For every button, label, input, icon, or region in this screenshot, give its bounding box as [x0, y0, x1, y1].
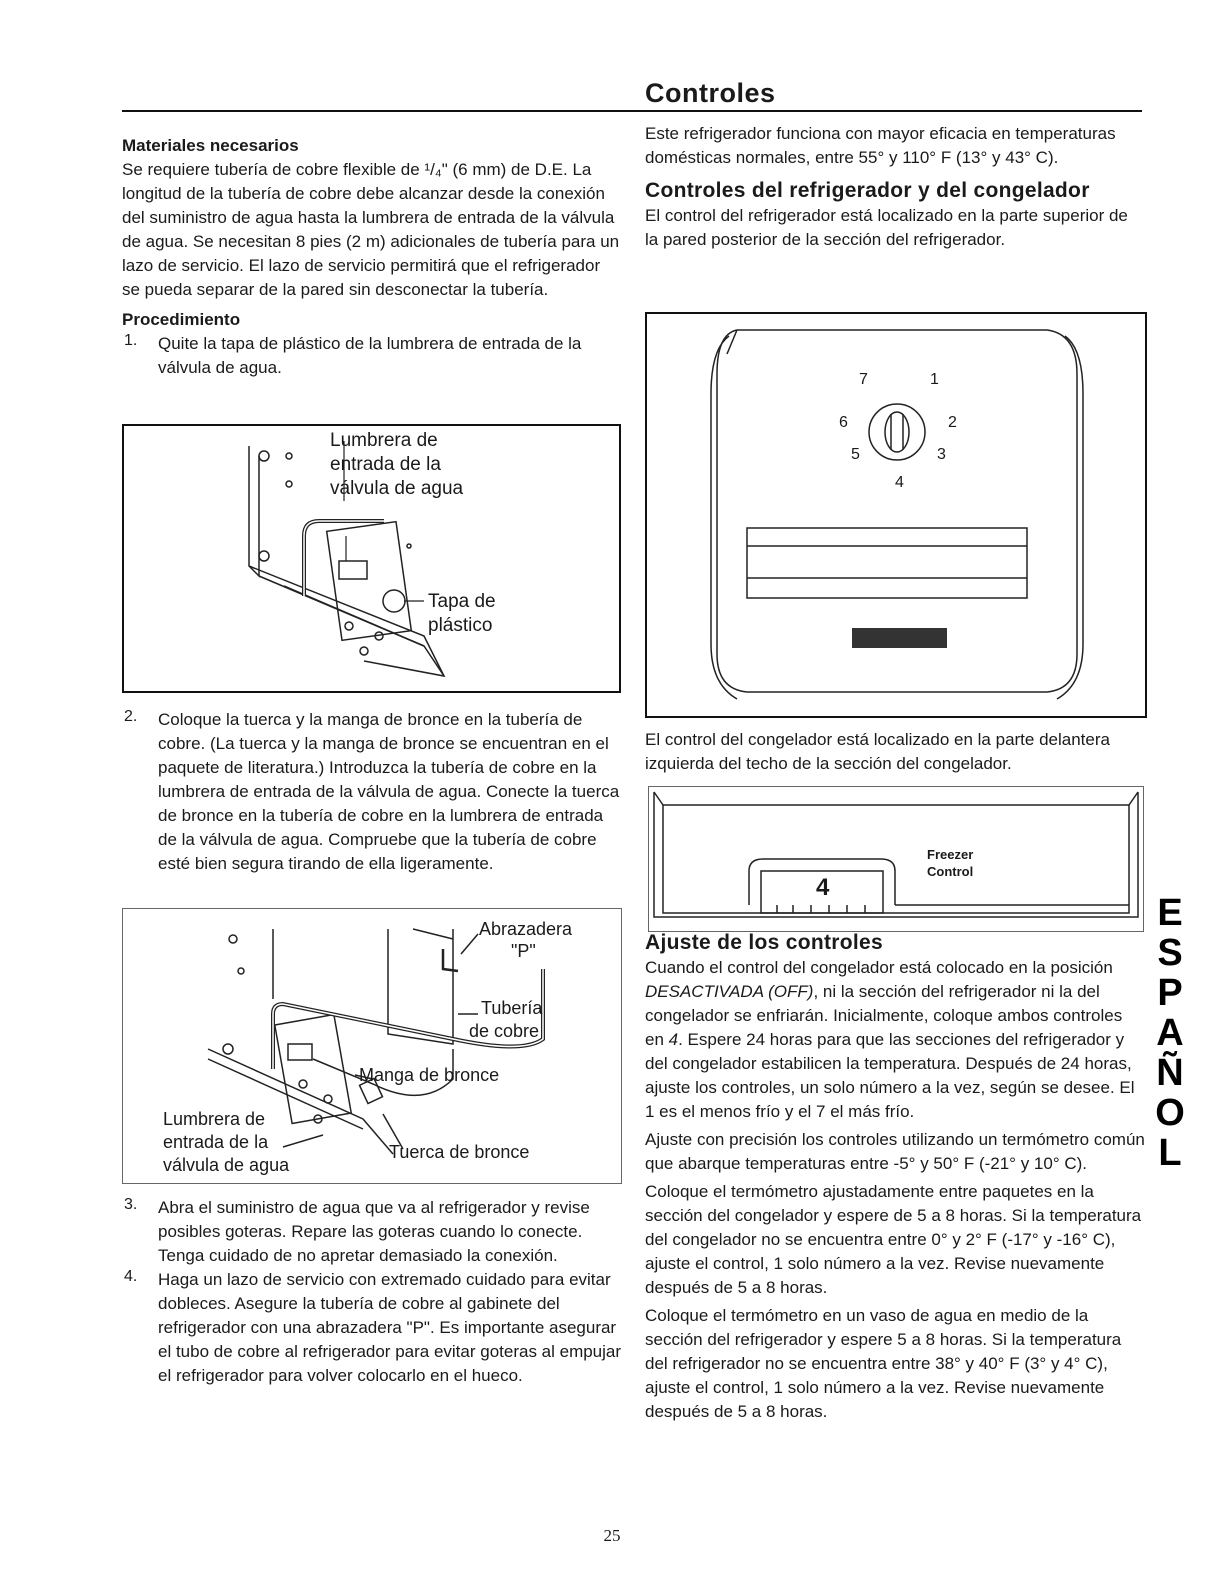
figure-refrigerator-control — [645, 312, 1147, 718]
step-text: Haga un lazo de servicio con extremado cuidado para evitar dobleces. Asegure la tubería de cobre al gabinete del refrigerador con una abrazadera "P". Es importante asegurar el tubo de cobre al refrigerador para evitar goteras al empujar el refrigerador para volver colocarlo en el hueco. — [158, 1270, 622, 1385]
procedure-heading: Procedimiento — [122, 310, 241, 329]
freezer-control-paragraph — [645, 728, 1145, 776]
label-inlet-3: válvula de agua — [163, 1155, 290, 1175]
label-inlet-2: entrada de la — [330, 454, 441, 475]
step-2 — [122, 708, 622, 876]
side-tab-letter: S — [1157, 932, 1183, 974]
adjust-p1-off: DESACTIVADA (OFF) — [645, 982, 814, 1001]
title-rule — [122, 110, 1142, 112]
figure-freezer-control — [648, 786, 1144, 932]
valve-inlet-illustration — [124, 426, 619, 691]
left-column — [122, 134, 622, 380]
label-tube-2: de cobre — [469, 1021, 540, 1041]
page-number: 25 — [603, 1526, 621, 1545]
brand-logo — [852, 628, 947, 648]
freezer-control-text: El control del congelador está localizado en la parte delantera izquierda del techo de la sección del congelador. — [645, 730, 1110, 773]
dial-number-6: 6 — [839, 414, 848, 431]
step-number: 1. — [124, 332, 138, 349]
adjust-p1-part-c: . Espere 24 horas para que las secciones del refrigerador y del congelador estabilicen la temperatura. Después de 24 horas, ajuste los controles, un solo número a la vez, según se desee. El 1 es el menos frío y el 7 el más frío. — [645, 1030, 1135, 1121]
adjust-p1-part-b: , ni la sección del refrigerador ni la del congelador se enfriarán. Inicialmente, coloque ambos controles en — [645, 982, 1123, 1049]
refrigerator-control-illustration — [647, 314, 1145, 716]
side-tab-letter: Ñ — [1156, 1052, 1184, 1094]
materials-text: Se requiere tubería de cobre flexible de ¹/₄" (6 mm) de D.E. La longitud de la tubería de cobre debe alcanzar desde la conexión del suministro de agua hasta la lumbrera de entrada de la válvula de agua. Se necesitan 8 pies (2 m) adicionales de tubería para un lazo de servicio. El lazo de servicio permitirá que el refrigerador se pueda separar de la pared sin desconectar la tubería. — [122, 160, 620, 299]
freezer-value: 4 — [816, 874, 830, 901]
figure-tubing-connection — [122, 908, 622, 1184]
freezer-label-1: Freezer — [927, 847, 974, 862]
adjust-paragraph-4: Coloque el termómetro en un vaso de agua en medio de la sección del refrigerador y espere 5 a 8 horas. Si la temperatura del refrigerador no se encuentra entre 38° y 40° F (3° y 4° C), ajuste el control, 1 solo número a la vez. Revise nuevamente después de 5 a 8 horas. — [645, 1306, 1122, 1421]
step-text: Coloque la tuerca y la manga de bronce en la tubería de cobre. (La tuerca y la manga de bronce se encuentran en el paquete de literatura.) Introduzca la tubería de cobre en la lumbrera de entrada de la válvula de agua. Conecte la tuerca de bronce en la tubería de cobre en la lumbrera de entrada de la válvula de agua. Compruebe que la tubería de cobre esté bien segura tirando de ella ligeramente. — [158, 710, 620, 873]
step-1 — [122, 332, 622, 380]
label-nut: Tuerca de bronce — [389, 1142, 530, 1162]
label-cap-1: Tapa de — [428, 591, 496, 612]
controls-heading: Controles del refrigerador y del congelador — [645, 179, 1090, 202]
step-number: 2. — [124, 708, 138, 725]
step-text: Abra el suministro de agua que va al refrigerador y revise posibles goteras. Repare las goteras cuando lo conecte. Tenga cuidado de no apretar demasiado la conexión. — [158, 1198, 590, 1265]
adjust-paragraph-1 — [645, 956, 1145, 1124]
dial-number-7: 7 — [859, 371, 868, 388]
tubing-connection-illustration — [123, 909, 621, 1183]
dial-number-1: 1 — [930, 371, 939, 388]
adjust-section — [645, 930, 1145, 1424]
step-4 — [122, 1268, 622, 1388]
label-sleeve: Manga de bronce — [359, 1065, 500, 1085]
side-tab-letter: L — [1158, 1132, 1182, 1174]
fridge-control-text: El control del refrigerador está localizado en la parte superior de la pared posterior de la sección del refrigerador. — [645, 206, 1128, 249]
language-side-tab — [1150, 893, 1190, 1173]
step-text: Quite la tapa de plástico de la lumbrera de entrada de la válvula de agua. — [158, 334, 582, 377]
side-tab-letter: E — [1157, 892, 1183, 934]
label-clamp-1: Abrazadera — [479, 919, 573, 939]
intro-text: Este refrigerador funciona con mayor eficacia en temperaturas domésticas normales, entre 55° y 110° F (13° y 43° C). — [645, 124, 1116, 167]
adjust-p1-part-a: Cuando el control del congelador está colocado en la posición — [645, 958, 1113, 977]
freezer-control-illustration — [649, 787, 1143, 931]
label-cap-2: plástico — [428, 615, 493, 636]
side-tab-letter: P — [1157, 972, 1183, 1014]
step-number: 3. — [124, 1196, 138, 1213]
dial-number-5: 5 — [851, 446, 860, 463]
label-tube-1: Tubería — [481, 998, 543, 1018]
label-inlet-3: válvula de agua — [330, 478, 464, 499]
adjust-p1-setting: 4 — [668, 1030, 679, 1049]
dial-number-2: 2 — [948, 414, 957, 431]
freezer-label-2: Control — [927, 864, 974, 879]
left-step-2 — [122, 708, 622, 876]
side-tab-letter: A — [1156, 1012, 1184, 1054]
adjust-paragraph-3: Coloque el termómetro ajustadamente entre paquetes en la sección del congelador y espere de 5 a 8 horas. Si la temperatura del congelador no se encuentra entre 0° y 2° F (-17° y -16° C), ajuste el control, 1 solo número a la vez. Revise nuevamente después de 5 a 8 horas. — [645, 1182, 1142, 1297]
figure-valve-inlet — [122, 424, 621, 693]
dial-number-4: 4 — [895, 474, 904, 491]
label-inlet-1: Lumbrera de — [330, 430, 438, 451]
side-tab-letter: O — [1155, 1092, 1185, 1134]
materials-heading: Materiales necesarios — [122, 136, 299, 155]
left-steps-3-4 — [122, 1196, 622, 1388]
adjust-heading: Ajuste de los controles — [645, 931, 883, 954]
right-column-top — [645, 122, 1145, 252]
step-3 — [122, 1196, 622, 1268]
label-inlet-1: Lumbrera de — [163, 1109, 266, 1129]
label-inlet-2: entrada de la — [163, 1132, 269, 1152]
adjust-paragraph-2: Ajuste con precisión los controles utilizando un termómetro común que abarque temperaturas entre -5° y 50° F (-21° y 10° C). — [645, 1130, 1145, 1173]
dial-number-3: 3 — [937, 446, 946, 463]
label-clamp-2: "P" — [511, 941, 536, 961]
step-number: 4. — [124, 1268, 138, 1285]
page-title: Controles — [645, 78, 776, 108]
